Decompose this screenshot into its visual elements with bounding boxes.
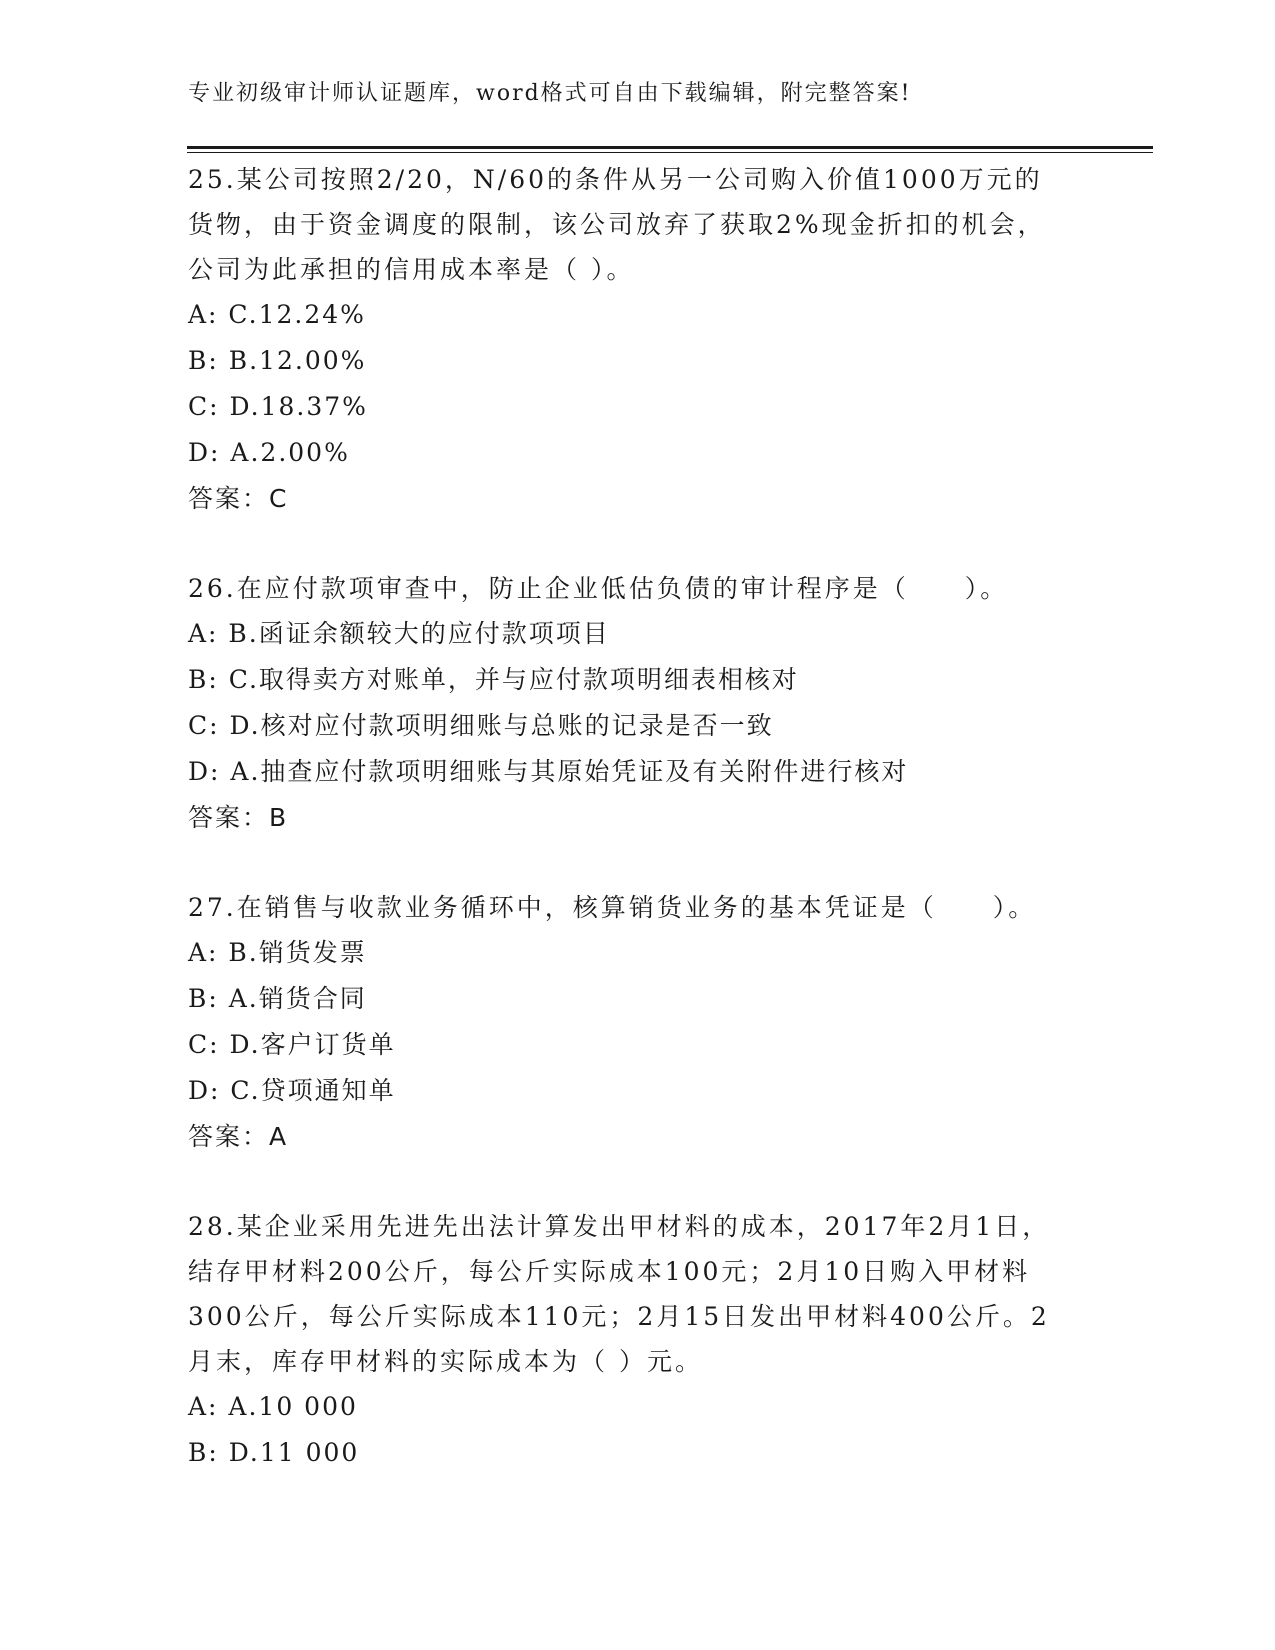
option-a: A: B.销货发票	[188, 938, 367, 967]
option-b: B: A.销货合同	[188, 984, 367, 1013]
answer-line: 答案：A	[188, 1122, 289, 1151]
question-26	[188, 566, 1088, 841]
option-c: C: D.客户订货单	[188, 1030, 396, 1059]
question-list	[188, 157, 1088, 1520]
option-d: D: C.贷项通知单	[188, 1076, 396, 1105]
question-27	[188, 885, 1088, 1160]
question-stem: 25.某公司按照2/20，N/60的条件从另一公司购入价值1000万元的货物，由于资金调度的限制，该公司放弃了获取2%现金折扣的机会，公司为此承担的信用成本率是（ ）。	[188, 165, 1046, 284]
answer-line: 答案：B	[188, 803, 289, 832]
option-b: B: B.12.00%	[188, 346, 367, 375]
option-c: C: D.18.37%	[188, 392, 368, 421]
option-c: C: D.核对应付款项明细账与总账的记录是否一致	[188, 711, 774, 740]
question-25	[188, 157, 1088, 522]
option-b: B: C.取得卖方对账单，并与应付款项明细表相核对	[188, 665, 799, 694]
option-d: D: A.抽查应付款项明细账与其原始凭证及有关附件进行核对	[188, 757, 909, 786]
answer-line: 答案：C	[188, 484, 289, 513]
option-a: A: A.10 000	[188, 1392, 358, 1421]
header-divider	[187, 146, 1153, 153]
option-a: A: C.12.24%	[188, 300, 366, 329]
question-stem: 27.在销售与收款业务循环中，核算销货业务的基本凭证是（ ）。	[188, 893, 1037, 922]
option-d: D: A.2.00%	[188, 438, 350, 467]
question-stem: 26.在应付款项审查中，防止企业低估负债的审计程序是（ ）。	[188, 574, 1009, 603]
question-stem: 28.某企业采用先进先出法计算发出甲材料的成本，2017年2月1日，结存甲材料200公斤，每公斤实际成本100元；2月10日购入甲材料300公斤，每公斤实际成本110元；2月15日发出甲材料400公斤。2月末，库存甲材料的实际成本为（ ）元。	[188, 1212, 1051, 1376]
option-b: B: D.11 000	[188, 1438, 360, 1467]
option-a: A: B.函证余额较大的应付款项项目	[188, 619, 610, 648]
question-28	[188, 1204, 1088, 1476]
page-header: 专业初级审计师认证题库，word格式可自由下载编辑，附完整答案!	[188, 81, 912, 106]
